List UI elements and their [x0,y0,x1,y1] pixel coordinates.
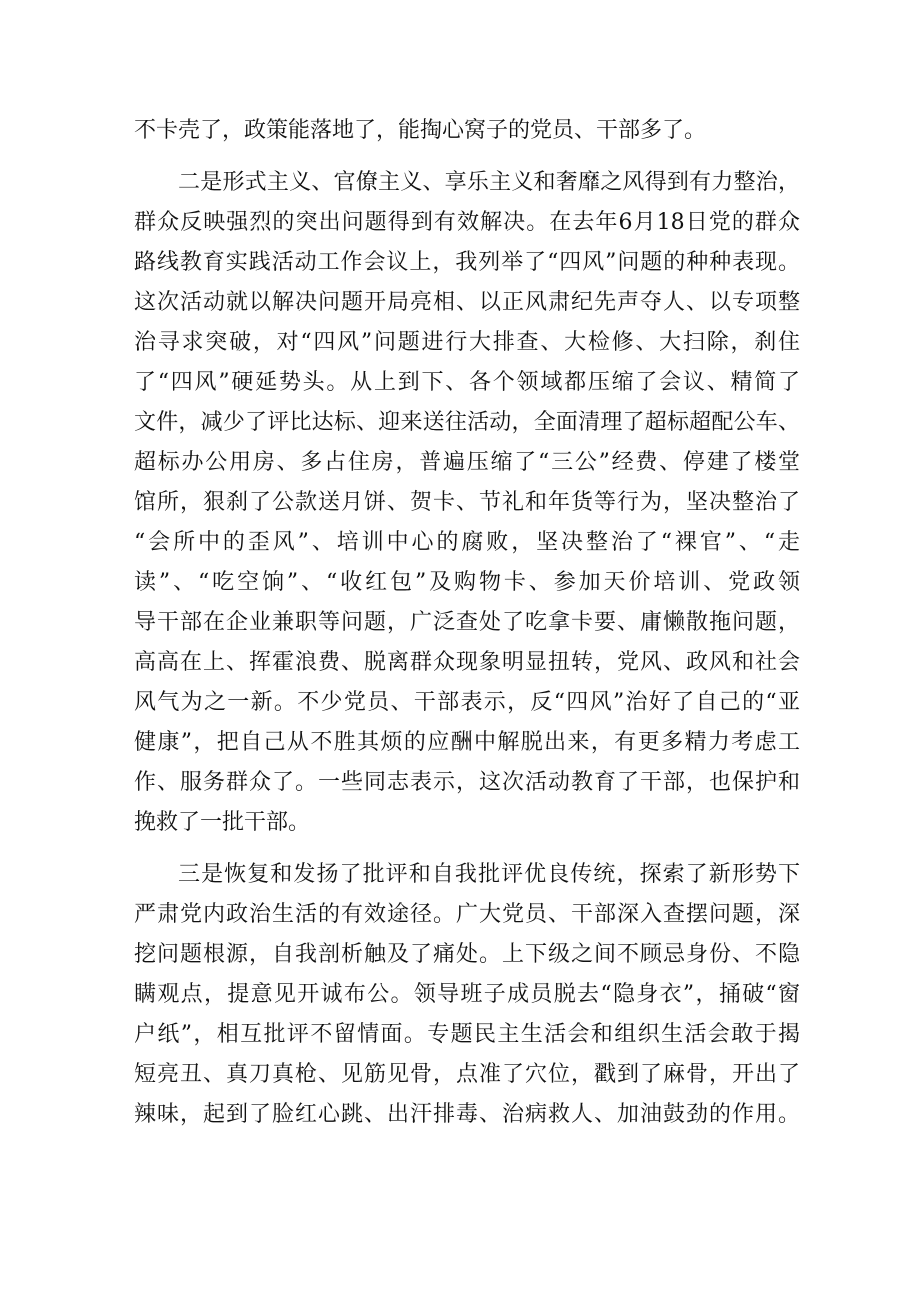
document-body [134,111,800,1135]
paragraph-2 [134,163,800,843]
text-line: 了“四风”硬延势头。从上到下、各个领域都压缩了会议、精简了 [134,370,800,395]
text-line: 馆所，狠刹了公款送月饼、贺卡、节礼和年货等行为，坚决整治了 [134,490,800,515]
text-line: 超标办公用房、多占住房，普遍压缩了“三公”经费、停建了楼堂 [134,450,800,475]
paragraph-1 [134,111,800,151]
text-line: 作、服务群众了。一些同志表示，这次活动教育了干部，也保护和 [134,770,800,795]
text-line: 挖问题根源，自我剖析触及了痛处。上下级之间不顾忌身份、不隐 [134,942,800,967]
text-line: 风气为之一新。不少党员、干部表示，反“四风”治好了自己的“亚 [134,690,800,715]
text-line: 短亮丑、真刀真枪、见筋见骨，点准了穴位，戳到了麻骨，开出了 [134,1062,800,1087]
text-line: 三是恢复和发扬了批评和自我批评优良传统，探索了新形势下 [178,862,800,887]
text-line: 挽救了一批干部。 [134,810,311,835]
text-line: 辣味，起到了脸红心跳、出汗排毒、治病救人、加油鼓劲的作用。 [134,1102,800,1127]
text-line: 路线教育实践活动工作会议上，我列举了“四风”问题的种种表现。 [134,250,800,275]
text-line: 这次活动就以解决问题开局亮相、以正风肃纪先声夺人、以专项整 [134,290,800,315]
text-line: “会所中的歪风”、培训中心的腐败，坚决整治了“裸官”、“走 [134,530,800,555]
text-line: 导干部在企业兼职等问题，广泛查处了吃拿卡要、庸懒散拖问题， [134,610,800,635]
text-line: 户纸”，相互批评不留情面。专题民主生活会和组织生活会敢于揭 [134,1022,800,1047]
text-line: 瞒观点，提意见开诚布公。领导班子成员脱去“隐身衣”，捅破“窗 [134,982,800,1007]
text-line: 群众反映强烈的突出问题得到有效解决。在去年6月18日党的群众 [134,210,800,235]
text-line: 文件，减少了评比达标、迎来送往活动，全面清理了超标超配公车、 [134,410,800,435]
text-line: 高高在上、挥霍浪费、脱离群众现象明显扭转，党风、政风和社会 [134,650,800,675]
text-line: 二是形式主义、官僚主义、享乐主义和奢靡之风得到有力整治， [178,170,800,195]
text-line: 严肃党内政治生活的有效途径。广大党员、干部深入查摆问题，深 [134,902,800,927]
text-line: 治寻求突破，对“四风”问题进行大排查、大检修、大扫除，刹住 [134,330,800,355]
text-line: 健康”，把自己从不胜其烦的应酬中解脱出来，有更多精力考虑工 [134,730,800,755]
text-line: 读”、“吃空饷”、“收红包”及购物卡、参加天价培训、党政领 [134,570,800,595]
text-line: 不卡壳了，政策能落地了，能掏心窝子的党员、干部多了。 [134,118,707,143]
paragraph-3 [134,855,800,1135]
